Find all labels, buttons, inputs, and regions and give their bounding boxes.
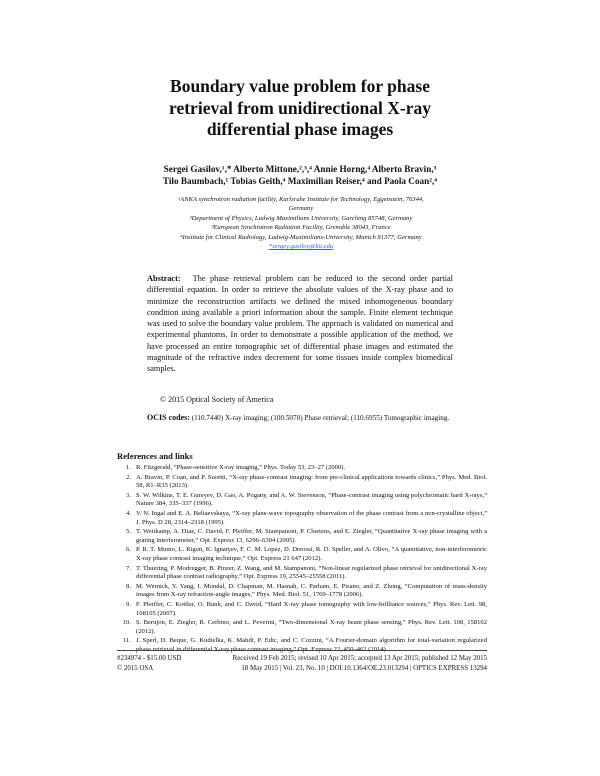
title-line: Boundary value problem for phase — [170, 76, 430, 96]
reference-item — [117, 510, 487, 527]
journal-citation: 18 May 2015 | Vol. 23, No. 10 | DOI:10.1364/OE.23.013294 | OPTICS EXPRESS 13294 — [241, 665, 487, 672]
reference-item — [117, 583, 487, 600]
reference-number: 9. — [126, 600, 131, 608]
abstract-text: The phase retrieval problem can be reduced to the second order partial differential equation. In order to retrieve the absolute values of the X-ray phase and to minimize the reconstruction artifacts we defined the mixed inhomogeneous boundary condition using available a priori information about the sample. Finite element technique was used to solve the boundary value problem. The approach is validated on numerical and experimental phantoms. In order to demonstrate a possible application of the method, we have processed an entire tomographic set of differential phase images and estimated the magnitude of the refractive index decrement for some tissues inside complex biomedical samples. — [147, 274, 453, 374]
reference-number: 1. — [126, 464, 131, 471]
reference-number: 3. — [126, 491, 131, 499]
reference-number: 6. — [126, 546, 131, 554]
reference-item — [117, 637, 487, 654]
author-list — [120, 163, 480, 187]
copyright-notice: © 2015 Optical Society of America — [160, 395, 274, 404]
reference-list — [117, 464, 487, 655]
affiliation-line: Germany — [288, 205, 314, 213]
reference-item — [117, 492, 487, 509]
footer-divider — [117, 650, 487, 651]
abstract-label: Abstract: — [147, 274, 181, 283]
reference-item — [117, 464, 487, 473]
reference-text: F. Pfeiffer, C. Kottler, O. Bunk, and C. David, “Hard X-ray phase tomography with low-brilliance sources,” Phys. Rev. Lett. 98, 108105 (2007). — [136, 600, 487, 617]
reference-item — [117, 474, 487, 491]
reference-text: A. Bravin, P. Coan, and P. Suortti, “X-ray phase-contrast imaging: from pre-clinical applications towards clinics,” Phys. Med. Biol. 58, R1–R35 (2013). — [136, 473, 487, 490]
title-line: differential phase images — [206, 119, 394, 139]
references-heading: References and links — [117, 451, 193, 461]
reference-text: M. Wernick, Y. Yang, I. Mondal, D. Chapman, M. Hasnah, C. Parham, E. Pisano, and Z. Zhong, “Computation of mass-density images from X-ray refraction-angle images,” Phys. Med. Biol. 51, 1769–1778 (2006). — [136, 582, 487, 599]
corresponding-email-link[interactable]: *sergey.gasilov@kit.edu — [268, 243, 334, 251]
affiliation-line: ⁴Institute for Clinical Radiology, Ludwig-Maximilians-University, Munich 81377, Germany — [180, 233, 422, 241]
affiliation-line: ³European Synchrotron Radiation Facility, Grenoble 38043, France — [211, 224, 391, 232]
reference-text: V. N. Ingal and E. A. Beliaevskaya, “X-ray plane-wave topography observation of the phase contrast from a non-crystalline object,” J. Phys. D 28, 2314–2318 (1995). — [136, 509, 487, 526]
affiliation-line: ²Department of Physics, Ludwig Maximilians University, Garching 85748, Germany — [189, 214, 413, 222]
publication-dates: Received 19 Feb 2015; revised 10 Apr 2015; accepted 13 Apr 2015; published 12 May 2015 — [232, 655, 487, 662]
reference-number: 8. — [126, 582, 131, 590]
reference-item — [117, 546, 487, 563]
reference-text: T. Thuering, P. Modregger, B. Pinzer, Z. Wang, and M. Stampanoni, “Non-linear regularized phase retrieval for unidirectional X-ray differential phase contrast radiography,” Opt. Express 19, 25545–25558 (2011). — [136, 564, 487, 581]
article-price: #234974 - $15.00 USD — [117, 655, 182, 662]
paper-title — [100, 76, 500, 141]
reference-text: S. W. Wilkins, T. E. Gureyev, D. Gao, A. Pogany, and A. W. Stevenson, “Phase-contrast imaging using polychromatic hard X-rays,” Nature 384, 335–337 (1996). — [136, 491, 487, 508]
reference-item — [117, 601, 487, 618]
ocis-label: OCIS codes: — [147, 413, 190, 422]
author-line: Tilo Baumbach,¹ Tobias Geith,⁴ Maximilian Reiser,⁴ and Paola Coan²,⁴ — [162, 176, 438, 186]
footer-line-2 — [117, 664, 487, 673]
reference-text: S. Berujon, E. Ziegler, R. Cerbino, and L. Peverini, “Two-dimensional X-ray beam phase sensing,” Phys. Rev. Lett. 108, 158102 (2012). — [136, 619, 487, 635]
title-line: retrieval from unidirectional X-ray — [169, 97, 431, 118]
reference-number: 2. — [126, 473, 131, 481]
osa-copyright: © 2015 OSA — [117, 665, 154, 672]
reference-text: P. R. T. Munro, L. Rigon, K. Ignatyev, F. C. M. Lopez, D. Dreossi, R. D. Speller, and A. Olivo, “A quantitative, non-interferometric X-ray phase contrast imaging technique,” Opt. Express 21 647 (2012). — [136, 546, 487, 562]
affiliations — [118, 195, 484, 251]
reference-item — [117, 619, 487, 636]
reference-number: 5. — [126, 528, 131, 536]
ocis-codes — [147, 413, 453, 424]
reference-item — [117, 528, 487, 545]
ocis-text: (110.7440) X-ray imaging; (100.5070) Phase retrieval; (110.6955) Tomographic imaging. — [191, 414, 450, 422]
reference-text: J. Sperl, D. Beque, G. Kudielka, K. Mahdi, P. Edic, and C. Cozzini, “A Fourier-domain algorithm for total-variation regularized phase retrieval in differential X-ray phase contrast imaging,” Opt. Express 22, 450–462 (2014). — [136, 637, 487, 653]
footer-line-1 — [117, 654, 487, 663]
reference-text: R. Fitzgerald, “Phase-sensitive X-ray imaging,” Phys. Today 53, 23–27 (2000). — [136, 464, 346, 471]
reference-text: T. Weitkamp, A. Diaz, C. David, F. Pfeiffer, M. Stampanoni, P. Cloetens, and E. Ziegler, “Quantitative X-ray phase imaging with a grating interferometer,” Opt. Express 13, 6296–6304 (2005). — [136, 528, 487, 544]
reference-item — [117, 565, 487, 582]
abstract — [147, 273, 453, 375]
reference-number: 4. — [126, 509, 131, 517]
reference-number: 10. — [122, 619, 131, 627]
reference-number: 11. — [123, 637, 131, 645]
author-line: Sergei Gasilov,¹,* Alberto Mittone,²,³,⁴ Annie Horng,⁴ Alberto Bravin,³ — [163, 164, 437, 174]
reference-number: 7. — [126, 564, 131, 572]
affiliation-line: ¹ANKA synchrotron radiation facility, Karlsruhe Institute for Technology, Eggenstein, 76344, — [178, 196, 424, 203]
